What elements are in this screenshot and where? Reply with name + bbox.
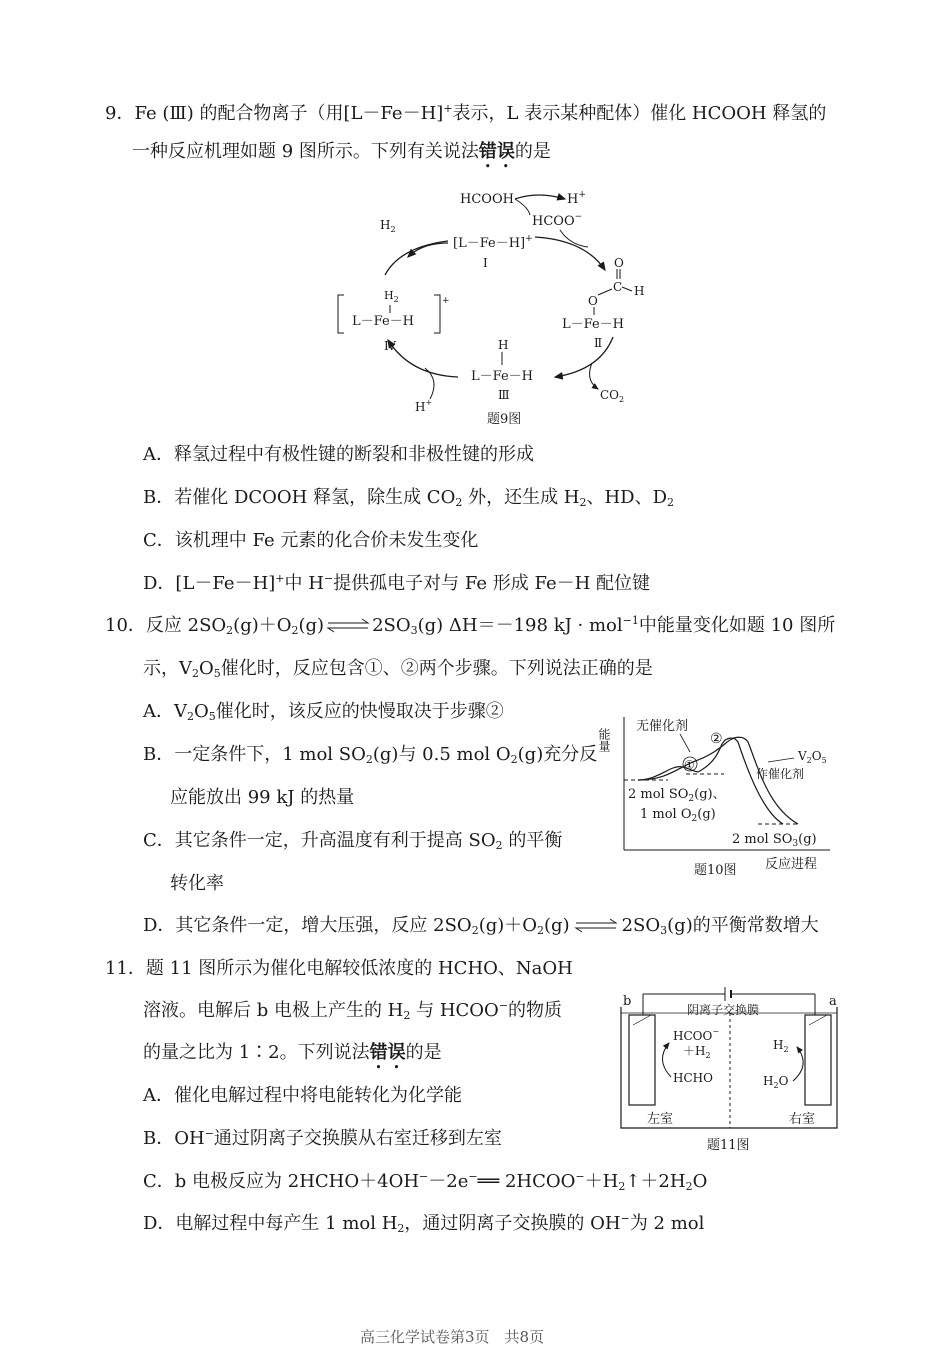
left-chamber-label: 左室	[647, 1112, 674, 1127]
label-b: b	[623, 994, 632, 1009]
complex-II: L－Fe－H	[562, 317, 624, 332]
catalyst-label: $V_2O_5$	[798, 749, 827, 765]
co2-label: $CO_2$	[600, 388, 625, 404]
q9-option-B[interactable]: B．若催化 DCOOH 释氢，除生成 $CO_2$ 外，还生成 $H_2$、HD、$D_2$	[143, 487, 675, 509]
complex-IV: L－Fe－H	[352, 314, 414, 329]
product-label: 2 mol $SO_3(g)$	[732, 832, 817, 849]
membrane-label: 阴离子交换膜	[687, 1003, 760, 1017]
q11-number: 11．	[105, 958, 146, 979]
svg-text:O: O	[614, 256, 624, 270]
q10-option-A[interactable]: A．$V_2O_5$催化时，该反应的快慢取决于步骤②	[143, 701, 504, 723]
arrow-I-to-II	[535, 237, 605, 270]
equilibrium-arrow	[324, 617, 372, 631]
svg-text:H2O: $H_2O$	[763, 1074, 789, 1090]
q9-option-A[interactable]: A．释氢过程中有极性键的断裂和非极性键的形成	[143, 444, 534, 465]
step-1-label: ①	[684, 758, 695, 772]
q9-caption: 题9图	[487, 412, 522, 427]
q9-number: 9．	[105, 103, 135, 124]
q10-stem-line2: 示，$V_2O_5$催化时，反应包含①、②两个步骤。下列说法正确的是	[143, 658, 653, 680]
svg-text:H: H	[498, 338, 509, 352]
q10-option-B[interactable]: B．一定条件下，1 mol $SO_2(g)$与 0.5 mol $O_2(g)$充分反	[143, 744, 598, 766]
x-axis-label: 反应进程	[765, 857, 818, 872]
q9-option-D[interactable]: D．[L－Fe－H]+中 H−提供孤电子对与 Fe 形成 Fe－H 配位键	[143, 572, 651, 594]
complex-III: L－Fe－H	[471, 369, 533, 384]
step-2-label: ②	[710, 731, 723, 747]
label-II: Ⅱ	[594, 336, 603, 350]
page-footer: 高三化学试卷第3页 共8页	[360, 1328, 545, 1346]
q11-caption: 题11图	[707, 1138, 750, 1153]
h2-left: $H_2$	[380, 218, 396, 234]
q9-stem-line1: 9．Fe (Ⅲ) 的配合物离子（用[L－Fe－H]+表示，L 表示某种配体）催化 HCOOH 释氢的	[105, 102, 827, 124]
label-a: a	[829, 994, 837, 1009]
q11-option-D[interactable]: D．电解过程中每产生 1 mol $H_2$，通过阴离子交换膜的 OH−为 2 mol	[143, 1212, 705, 1235]
arrow-hcooh	[515, 195, 565, 199]
hcoo-label: HCOO−	[532, 212, 583, 229]
q11-option-A[interactable]: A．催化电解过程中将电能转化为化学能	[143, 1085, 462, 1106]
q11-figure	[615, 985, 845, 1160]
label-III: Ⅲ	[498, 388, 510, 402]
svg-text:H: H	[634, 284, 645, 298]
q11-stem-line2: 溶液。电解后 b 电极上产生的 $H_2$ 与 HCOO−的物质	[143, 999, 563, 1022]
svg-text:作催化剂: 作催化剂	[756, 767, 805, 781]
q10-number: 10．	[105, 615, 146, 636]
q10-option-D[interactable]: D．其它条件一定，增大压强，反应 $2SO_2(g)+O_2(g)$ $2SO_3(g)$的平衡常数增大	[143, 915, 819, 937]
svg-text:O: O	[588, 294, 598, 308]
arrow-II-to-III	[555, 337, 613, 377]
q11-option-B[interactable]: B．OH−通过阴离子交换膜从右室迁移到左室	[143, 1127, 502, 1149]
arrow-III-to-IV	[388, 340, 458, 377]
label-IV: Ⅳ	[384, 339, 396, 353]
q10-option-C[interactable]: C．其它条件一定，升高温度有利于提高 $SO_2$ 的平衡	[143, 830, 563, 852]
hplus-bottom: H+	[415, 398, 433, 414]
q10-stem-line1: 10．反应 $2SO_2(g)+O_2(g)$ $2SO_3(g)$ ΔH＝－198 kJ · mol$^{-1}$中能量变化如题 10 图所	[105, 614, 836, 637]
svg-text:＋H2: $+H_2$	[683, 1044, 711, 1060]
q11-option-C[interactable]: C．b 电极反应为 2HCHO＋4OH−－2e−══ $2HCOO^-+H_2↑+2H_2O$	[143, 1170, 708, 1193]
y-axis-label: 能量	[597, 728, 611, 752]
electrode-a	[805, 1015, 831, 1105]
hcooh-label: HCOOH	[460, 192, 514, 207]
svg-text:HCHO: HCHO	[673, 1071, 713, 1085]
svg-text:H2: $H_2$	[384, 289, 399, 304]
right-chamber-label: 右室	[789, 1112, 816, 1127]
q9-option-C[interactable]: C．该机理中 Fe 元素的化合价未发生变化	[143, 530, 479, 551]
electrode-b	[629, 1015, 655, 1105]
reactant-label-1: 2 mol $SO_2(g)$、	[628, 787, 726, 804]
svg-text:HCOO−: HCOO−	[673, 1027, 720, 1043]
q10-caption: 题10图	[694, 863, 737, 878]
hplus-top: H+	[567, 190, 586, 207]
q9-emphasis: 错误	[478, 141, 515, 162]
q9-stem-line2: 一种反应机理如题 9 图所示。下列有关说法错误的是	[132, 141, 551, 162]
reactant-label-2: 1 mol $O_2(g)$	[640, 807, 716, 824]
q11-stem-line1: 11．题 11 图所示为催化电解较低浓度的 HCHO、NaOH	[105, 958, 573, 979]
complex-I: [L－Fe－H]+	[453, 234, 533, 251]
svg-text:C: C	[613, 280, 623, 294]
q11-emphasis: 错误	[369, 1042, 406, 1063]
no-catalyst-label: 无催化剂	[636, 719, 689, 734]
q9-figure	[330, 185, 660, 435]
q10-option-C-line2: 转化率	[170, 873, 224, 894]
svg-text:H2: $H_2$	[773, 1038, 789, 1054]
q11-stem-line3: 的量之比为 1∶2。下列说法错误的是	[143, 1042, 442, 1063]
q10-figure	[598, 712, 838, 882]
q10-option-B-line2: 应能放出 99 kJ 的热量	[170, 787, 355, 808]
svg-text:+: +	[442, 296, 450, 306]
label-I: Ⅰ	[483, 256, 488, 270]
